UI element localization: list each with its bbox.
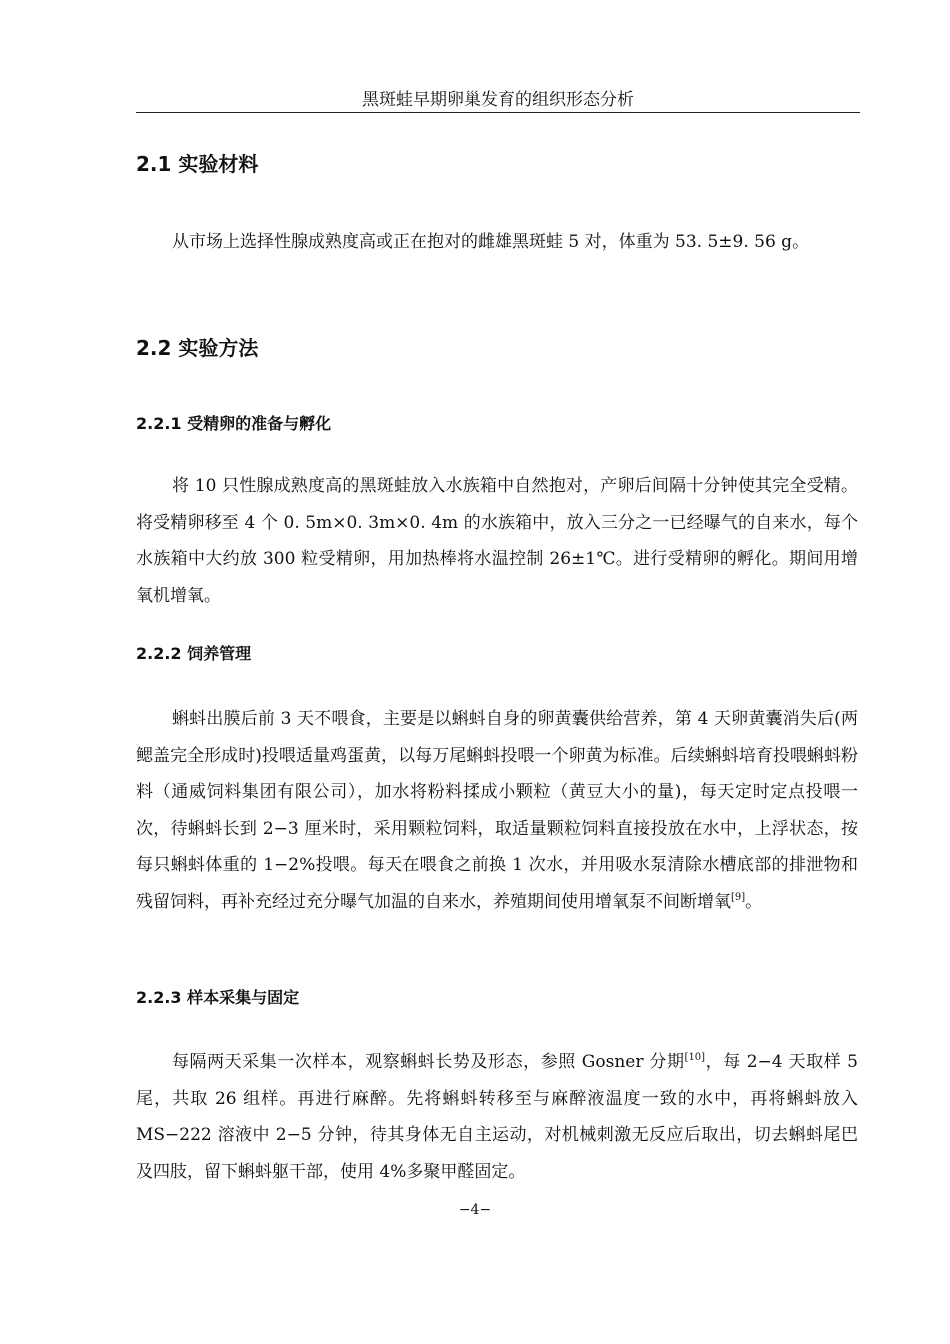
citation-ref-10: [10]	[684, 1052, 706, 1063]
paragraph-2-2-3-rest: ，每 2−4 天取样 5 尾，共取 26 组样。再进行麻醉。先将蝌蚪转移至与麻醉液温度一致的水中，再将蝌蚪放入 MS−222 溶液中 2−5 分钟，待其身体无自主运动，对机械刺激无反应后取出，切去蝌蚪尾巴及四肢，留下蝌蚪躯干部，使用 4%多聚甲醛固定。	[136, 1052, 859, 1182]
paragraph-2-2-1: 将 10 只性腺成熟度高的黑斑蛙放入水族箱中自然抱对，产卵后间隔十分钟使其完全受精。将受精卵移至 4 个 0. 5m×0. 3m×0. 4m 的水族箱中，放入三分之一已经曝气的自来水，每个水族箱中大约放 300 粒受精卵，用加热棒将水温控制 26±1℃。进行受精卵的孵化。期间用增氧机增氧。	[136, 476, 858, 606]
subsection-heading-2-2-2: 2.2.2 饲养管理	[136, 644, 252, 663]
subsection-heading-2-2-1: 2.2.1 受精卵的准备与孵化	[136, 414, 332, 433]
subsection-heading-2-2-3: 2.2.3 样本采集与固定	[136, 988, 300, 1007]
page-number: −4−	[458, 1202, 492, 1218]
section-heading-2-1: 2.1 实验材料	[136, 152, 259, 176]
paragraph-2-1: 从市场上选择性腺成熟度高或正在抱对的雌雄黑斑蛙 5 对，体重为 53. 5±9. 56 g。	[172, 232, 810, 252]
paragraph-2-2-3	[136, 1044, 858, 1190]
paragraph-2-2-2-end: 。	[745, 891, 763, 912]
paragraph-2-2-2-text: 蝌蚪出膜后前 3 天不喂食，主要是以蝌蚪自身的卵黄囊供给营养，第 4 天卵黄囊消失后(两鳃盖完全形成时)投喂适量鸡蛋黄，以每万尾蝌蚪投喂一个卵黄为标准。后续蝌蚪培育投喂蝌蚪粉料（通威饲料集团有限公司），加水将粉料揉成小颗粒（黄豆大小的量)，每天定时定点投喂一次，待蝌蚪长到 2−3 厘米时，采用颗粒饲料，取适量颗粒饲料直接投放在水中，上浮状态，按每只蝌蚪体重的 1−2%投喂。每天在喂食之前换 1 次水，并用吸水泵清除水槽底部的排泄物和残留饲料，再补充经过充分曝气加温的自来水，养殖期间使用增氧泵不间断增氧	[136, 709, 858, 912]
running-header-title: 黑斑蛙早期卵巢发育的组织形态分析	[362, 90, 634, 110]
section-heading-2-2: 2.2 实验方法	[136, 336, 259, 360]
citation-ref-9: [9]	[731, 891, 746, 903]
paragraph-2-2-3-text: 每隔两天采集一次样本，观察蝌蚪长势及形态，参照 Gosner 分期	[172, 1052, 685, 1072]
running-header	[136, 88, 860, 113]
paragraph-2-2-2	[136, 701, 858, 920]
